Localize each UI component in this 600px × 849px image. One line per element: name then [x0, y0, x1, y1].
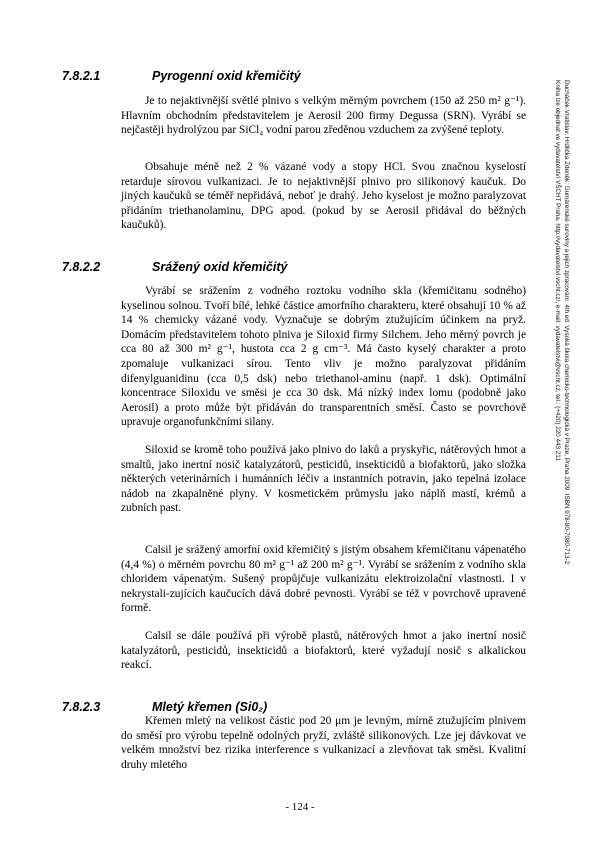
- page-number: - 124 -: [285, 801, 315, 813]
- paragraph: Siloxid se kromě toho používá jako plnivo do laků a pryskyřic, nátěrových hmot a smaltů, jako inertní nosič katalyzátorů, pesticidů, insekticidů a biofaktorů, jako složka některých veterinárních i humánních léčiv a instantních potravin, jako tepelná izolace nádob na zkapalněné plyny. V kosmetickém průmyslu jako náplň mastí, krémů a zubních past.: [121, 444, 526, 515]
- section-title: Srážený oxid křemičitý: [152, 260, 288, 275]
- side-citation: [553, 80, 570, 720]
- citation-line: Ducháček Vratislav, Hrdlička Zdeněk: Gumárenské suroviny a jejich zpracování. 4th ed. Vysoká škola chemicko-technologická v Praze, Praha 2009. ISBN 978-80-7080-713-2: [563, 80, 570, 565]
- paragraph: Křemen mletý na velikost částic pod 20 μm je levným, mírně ztužujícím plnivem do směsí pro výrobu tepelně odolných pryží, zvláště silikonových. Lze jej dávkovat ve velkém množství bez rizika interference s vulkanizací a zlevňovat tak směsi. Kvalitní druhy mletého: [121, 715, 526, 771]
- section-heading-7-8-2-3: [62, 700, 267, 714]
- paragraph: Calsil se dále používá při výrobě plastů, nátěrových hmot a jako inertní nosič katalyzátorů, pesticidů, insekticidů a biofaktorů, které vyžadují nosič s alkalickou reakcí.: [121, 630, 526, 672]
- section-title: Pyrogenní oxid křemičitý: [152, 69, 301, 84]
- paragraph: Obsahuje méně než 2 % vázané vody a stopy HCl. Svou značnou kyselostí retarduje sírovou vulkanizaci. Je to nejaktivnější plnivo pro silikonový kaučuk. Do jiných kaučuků se téměř nepřidává, neboť je drahý. Jeho kyselost je možno paralyzovat přidáním triethanolaminu, DPG apod. (pokud by se Aerosil přidával do běžných kaučuků).: [121, 161, 526, 232]
- paragraph: Calsil je srážený amorfní oxid křemičitý s jistým obsahem křemičitanu vápenatého (4,4 %) o měrném povrchu 80 m² g⁻¹ až 200 m² g⁻¹. Vyrábí se srážením z vodního skla chloridem vápenatým. Sušený propůjčuje vulkanizátu elektroizolační vlastnosti. I v nekrystali-zujících kaučucích dává dobré pevnosti. Vyrábí se též v povrchově upravené formě.: [121, 544, 526, 615]
- section-number: 7.8.2.1: [62, 69, 101, 84]
- paragraph: Vyrábí se srážením z vodného roztoku vodního skla (křemičitanu sodného) kyselinou solnou. Tvoří bílé, lehké částice amorfního charakteru, které obsahují 10 % až 14 % chemicky vázané vody. Vyznačuje se dobrým ztužujícím účinkem na pryž. Domácím představitelem tohoto plniva je Siloxid firmy Silchem. Jeho měrný povrch je cca 80 až 300 m² g⁻¹, hustota cca 2 g cm⁻³. Má často kyselý charakter a proto zpomaluje vulkanizaci sírou. Tento vliv je možno paralyzovat přidáním difenylguanidinu (cca 0,5 dsk) nebo triethanol-aminu (např. 1 dsk). Optimální koncentrace Siloxidu ve směsi je cca 30 dsk. Má nízký index lomu (podobně jako Aerosil) a proto může být přidáván do transparentních směsí. Často se povrchově upravuje organofunkčními silany.: [121, 285, 526, 429]
- section-title: Mletý křemen (Si0₂): [152, 700, 268, 715]
- section-heading-7-8-2-1: [62, 69, 301, 83]
- section-number: 7.8.2.3: [62, 700, 101, 715]
- section-heading-7-8-2-2: [62, 260, 287, 274]
- section-number: 7.8.2.2: [62, 260, 101, 275]
- order-info-line: Kniha lze objednat ve vydavatelství VŠCHT Praha, http://vydavatelstvi.vscht.cz/, e-mail: vydavatelstvi@vscht.cz, tel.: (+420) 220 443 211: [554, 80, 562, 461]
- paragraph: Je to nejaktivnější světlé plnivo s velkým měrným povrchem (150 až 250 m² g⁻¹). Hlavním obchodním představitelem je Aerosil 200 firmy Degussa (SRN). Vyrábí se nejčastěji hydrolýzou par SiCl₄ vodní parou zředěnou vzduchem za zvýšené teploty.: [121, 95, 526, 137]
